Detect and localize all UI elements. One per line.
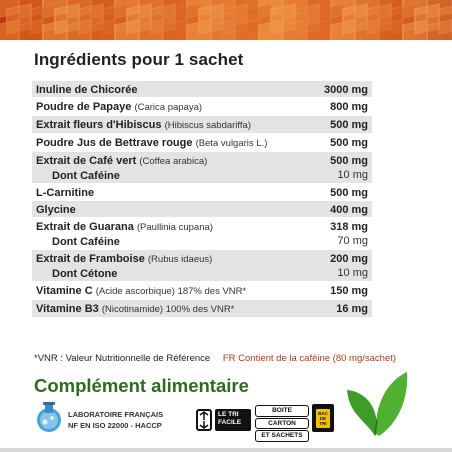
banner-tiles [0, 0, 452, 40]
ingredient-line [36, 100, 202, 115]
caffeine-warning: FR Contient de la caféine (80 mg/sachet) [222, 353, 397, 364]
table-row [32, 201, 372, 218]
bottom-bar [0, 448, 452, 452]
ingredient-line [36, 203, 76, 217]
ingredient-line [36, 186, 94, 200]
boite-line-1: BOITE [255, 405, 309, 417]
ingredient-amount: 400 mg [330, 204, 368, 216]
table-row [32, 300, 372, 318]
ingredient-latin: (Paullinia cupana) [136, 222, 213, 233]
table-row [32, 98, 372, 116]
ingredient-line [36, 136, 267, 151]
ingredient-latin: (Nicotinamide) 100% des VNR* [101, 304, 235, 315]
ingredient-sub: Dont Cétone [52, 268, 118, 280]
banner-tile [0, 19, 20, 40]
ingredient-cell [36, 252, 212, 281]
ingredients-table [32, 81, 372, 318]
amount-cell [324, 83, 368, 97]
ingredient-latin: (Coffea arabica) [139, 156, 208, 167]
vnr-note: *VNR : Valeur Nutritionnelle de Référence [34, 353, 211, 364]
ingredient-line [36, 220, 213, 235]
footnote [34, 353, 396, 364]
ingredient-amount: 500 mg [330, 155, 368, 167]
bin-label: BAC DE TRI [316, 409, 330, 428]
ingredient-name: Vitamine B3 [36, 303, 99, 315]
amount-cell [330, 100, 368, 114]
amount-cell [330, 118, 368, 132]
ingredient-name: L-Carnitine [36, 187, 95, 199]
table-row [32, 250, 372, 282]
ingredient-cell [36, 284, 246, 299]
lab-line-2: NF EN ISO 22000 - HACCP [68, 421, 162, 430]
ingredient-sub-amount: 10 mg [337, 267, 368, 279]
ingredient-name: Extrait de Guarana [36, 221, 134, 233]
ingredient-cell [36, 154, 207, 183]
ingredient-name: Poudre Jus de Bettrave rouge [36, 137, 193, 149]
ingredient-cell [36, 302, 234, 317]
amount-cell [336, 302, 368, 316]
ingredient-amount: 200 mg [330, 253, 368, 265]
boite-line-2: CARTON [255, 418, 309, 430]
table-row [32, 152, 372, 184]
ingredient-line [36, 154, 207, 169]
ingredient-line [36, 284, 246, 299]
ingredient-name: Inuline de Chicorée [36, 84, 138, 96]
ingredient-name: Vitamine C [36, 285, 93, 297]
tri-badge [215, 409, 251, 431]
ingredient-name: Poudre de Papaye [36, 101, 132, 113]
ingredient-amount: 318 mg [330, 221, 368, 233]
ingredient-amount: 500 mg [330, 119, 368, 131]
ingredient-cell [36, 203, 76, 217]
table-row [32, 282, 372, 300]
recycling-bin-icon [312, 404, 334, 432]
ingredient-cell [36, 186, 94, 200]
ingredient-amount: 150 mg [330, 285, 368, 297]
ingredient-line [36, 83, 137, 97]
boite-line-3: ET SACHETS [255, 430, 309, 442]
recycle-icon [196, 409, 212, 431]
decorative-banner [0, 0, 452, 40]
ingredient-line [36, 252, 212, 267]
ingredient-amount: 500 mg [330, 187, 368, 199]
boite-label [255, 405, 309, 443]
amount-cell [330, 220, 368, 248]
ingredient-sub: Dont Caféine [52, 236, 120, 248]
leaves-icon [345, 370, 409, 438]
table-row [32, 116, 372, 134]
amount-cell [330, 136, 368, 150]
page-title: Ingrédients pour 1 sachet [34, 50, 244, 69]
ingredient-cell [36, 83, 137, 97]
ingredient-sub: Dont Caféine [52, 170, 120, 182]
ingredient-sub-amount: 10 mg [337, 169, 368, 181]
ingredient-cell [36, 136, 267, 151]
flask-icon [34, 401, 64, 433]
table-row [32, 134, 372, 152]
table-row [32, 184, 372, 201]
tri-line-1: LE TRI [218, 411, 239, 418]
ingredient-latin: (Acide ascorbique) 187% des VNR* [95, 286, 247, 297]
complement-heading: Complément alimentaire [34, 375, 249, 396]
lab-certification [68, 409, 163, 431]
ingredient-latin: (Beta vulgaris L.) [195, 138, 268, 149]
ingredient-amount: 16 mg [336, 303, 368, 315]
ingredient-latin: (Rubus idaeus) [147, 254, 213, 265]
ingredient-name: Glycine [36, 204, 76, 216]
ingredient-amount: 500 mg [330, 137, 368, 149]
ingredient-latin: (Carica papaya) [134, 102, 203, 113]
amount-cell [330, 154, 368, 182]
amount-cell [330, 284, 368, 298]
ingredient-amount: 800 mg [330, 101, 368, 113]
amount-cell [330, 186, 368, 200]
ingredient-cell [36, 220, 213, 249]
amount-cell [330, 252, 368, 280]
ingredient-latin: (Hibiscus sabdariffa) [164, 120, 251, 131]
tri-line-2: FACILE [218, 419, 242, 426]
table-row [32, 81, 372, 98]
ingredient-sub-amount: 70 mg [337, 235, 368, 247]
ingredient-line [36, 302, 234, 317]
ingredient-name: Extrait de Framboise [36, 253, 145, 265]
ingredient-amount: 3000 mg [323, 84, 368, 96]
ingredient-name: Extrait de Café vert [36, 155, 137, 167]
ingredient-name: Extrait fleurs d'Hibiscus [36, 119, 162, 131]
lab-line-1: LABORATOIRE FRANÇAIS [68, 410, 164, 419]
table-row [32, 218, 372, 250]
ingredient-cell [36, 118, 251, 133]
amount-cell [330, 203, 368, 217]
ingredient-line [36, 118, 251, 133]
ingredient-cell [36, 100, 202, 115]
